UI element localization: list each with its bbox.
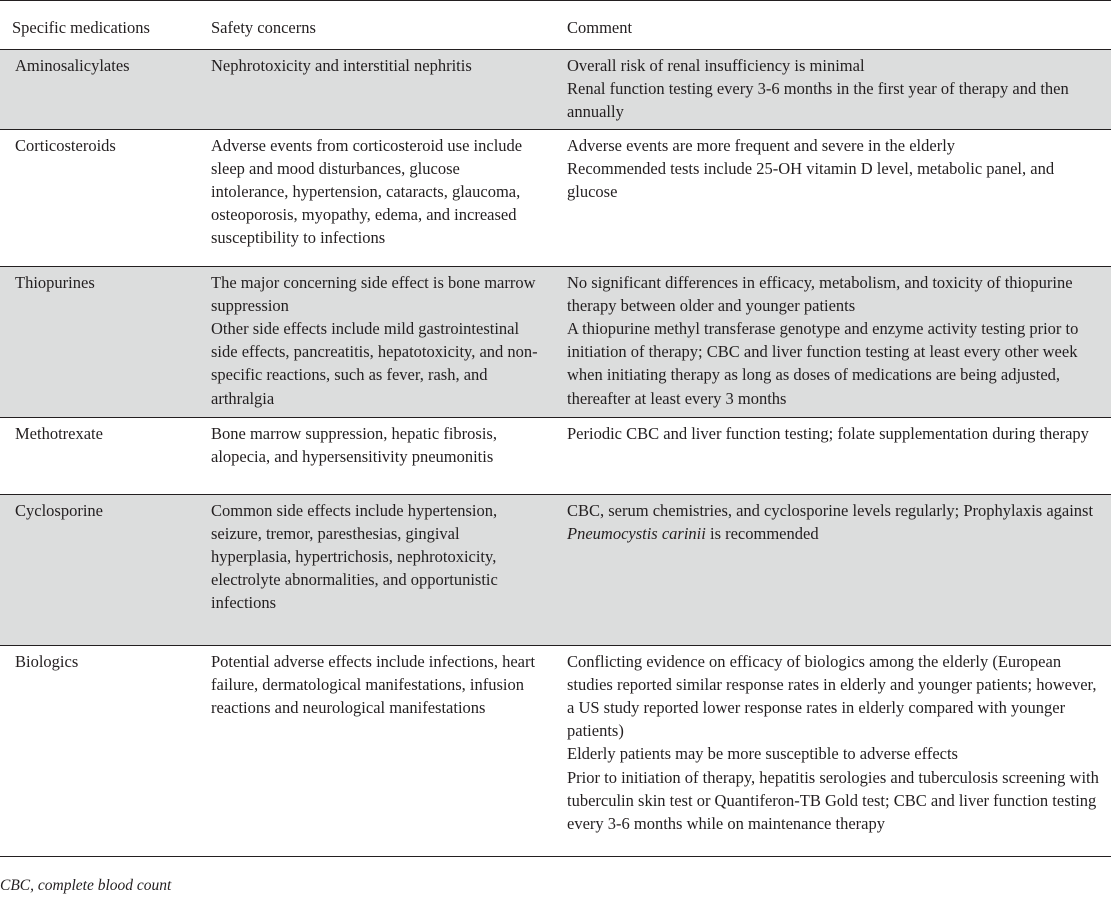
comment-text: A thiopurine methyl transferase genotype and enzyme activity testing prior to initiation of therapy; CBC and liver function testing at least every other week when initiating therapy as long as doses of medications are being adjusted, thereafter at least every 3 months <box>567 319 1079 408</box>
table-body <box>0 50 1111 857</box>
safety-concern-text: Nephrotoxicity and interstitial nephritis <box>211 56 472 75</box>
comment-text: Elderly patients may be more susceptible to adverse effects <box>567 744 958 764</box>
comment-cell <box>555 50 1111 130</box>
comment-suffix: is recommended <box>705 523 819 543</box>
safety-concerns-cell <box>199 494 555 645</box>
comment-cell <box>555 266 1111 417</box>
comment-text: Renal function testing every 3-6 months in the first year of therapy and then annually <box>567 79 1069 122</box>
comment-italic-organism: Pneumocystis carinii <box>567 523 706 543</box>
medication-name: Cyclosporine <box>15 500 103 520</box>
header-safety-concerns: Safety concerns <box>211 18 316 37</box>
table-footnote: CBC, complete blood count <box>0 877 172 894</box>
table-row <box>0 494 1111 645</box>
comment-prefix: CBC, serum chemistries, and cyclosporine levels regularly; Prophylaxis against <box>567 500 1094 520</box>
header-row <box>0 1 1111 50</box>
medication-name: Thiopurines <box>15 272 95 292</box>
comment-cell <box>555 129 1111 266</box>
comment-text: Overall risk of renal insufficiency is minimal <box>567 56 865 75</box>
comment-cell <box>555 645 1111 856</box>
medication-name: Corticosteroids <box>15 135 116 155</box>
comment-cell <box>555 494 1111 645</box>
safety-concerns-cell <box>199 417 555 494</box>
medication-name: Methotrexate <box>15 423 103 443</box>
comment-text: No significant differences in efficacy, metabolism, and toxicity of thiopurine therapy between older and younger patients <box>567 272 1073 315</box>
safety-concerns-cell <box>199 50 555 130</box>
table-row <box>0 645 1111 856</box>
safety-concerns-cell <box>199 266 555 417</box>
safety-concern-text: Other side effects include mild gastrointestinal side effects, pancreatitis, hepatotoxicity, and non-specific reactions, such as fever, rash, and arthralgia <box>211 319 538 408</box>
table-row <box>0 417 1111 494</box>
comment-text: Prior to initiation of therapy, hepatitis serologies and tuberculosis screening with tuberculin skin test or Quantiferon-TB Gold test; CBC and liver function testing every 3-6 months while on maintenance therapy <box>567 767 1099 834</box>
comment-text: Recommended tests include 25-OH vitamin D level, metabolic panel, and glucose <box>567 158 1055 202</box>
table-row <box>0 50 1111 130</box>
comment-text: Conflicting evidence on efficacy of biologics among the elderly (European studies reported similar response rates in elderly and younger patients; however, a US study reported lower response rates in elderly compared with younger patients) <box>567 651 1097 741</box>
safety-concerns-cell <box>199 645 555 856</box>
safety-concern-text: The major concerning side effect is bone marrow suppression <box>211 272 536 315</box>
safety-concerns-cell <box>199 129 555 266</box>
table-row <box>0 129 1111 266</box>
header-comment: Comment <box>567 18 633 37</box>
comment-cell <box>555 417 1111 494</box>
safety-concern-text: Potential adverse effects include infections, heart failure, dermatological manifestations, infusion reactions and neurological manifestations <box>211 651 536 718</box>
medication-name: Aminosalicylates <box>15 56 130 75</box>
medication-name: Biologics <box>15 651 79 671</box>
safety-concern-text: Adverse events from corticosteroid use include sleep and mood disturbances, glucose intolerance, hypertension, cataracts, glaucoma, osteoporosis, myopathy, edema, and increased susceptibility to infections <box>211 135 523 248</box>
comment-text: Periodic CBC and liver function testing; folate supplementation during therapy <box>567 423 1089 443</box>
safety-concern-text: Common side effects include hypertension, seizure, tremor, paresthesias, gingival hyperplasia, hypertrichosis, nephrotoxicity, electrolyte abnormalities, and opportunistic infections <box>211 500 498 613</box>
comment-text <box>567 499 1101 545</box>
header-specific-medications: Specific medications <box>12 18 150 37</box>
table-row <box>0 266 1111 417</box>
table-header <box>0 1 1111 50</box>
safety-concern-text: Bone marrow suppression, hepatic fibrosis, alopecia, and hypersensitivity pneumonitis <box>211 423 497 466</box>
comment-text: Adverse events are more frequent and severe in the elderly <box>567 135 956 155</box>
